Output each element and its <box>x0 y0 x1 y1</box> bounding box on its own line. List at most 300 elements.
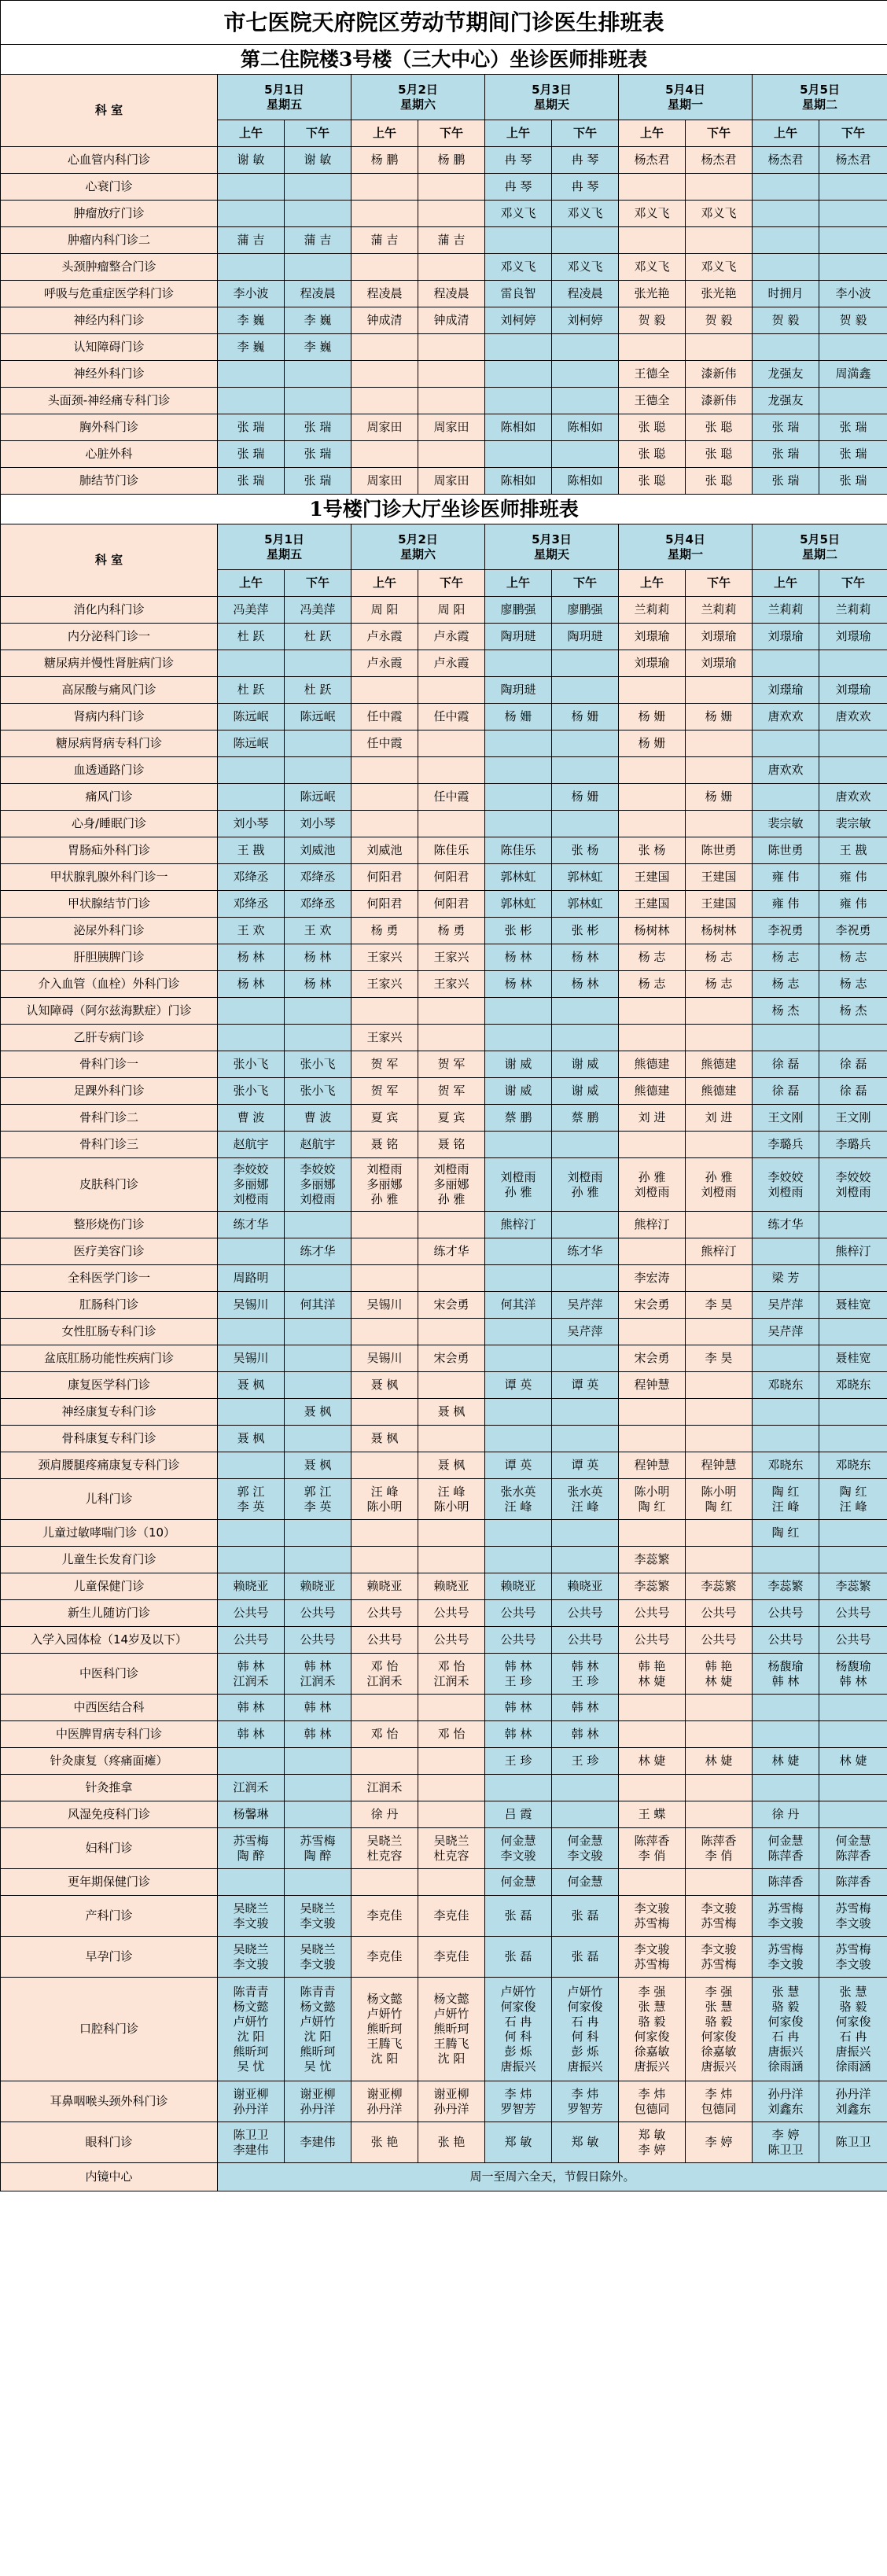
table-row <box>1 1801 887 1828</box>
schedule-cell: 李 巍 <box>218 334 285 361</box>
schedule-cell: 时拥月 <box>753 281 819 307</box>
schedule-cell: 张 瑞 <box>753 414 819 441</box>
schedule-cell <box>686 1372 753 1399</box>
schedule-cell <box>218 1399 285 1426</box>
schedule-cell: 邓晓东 <box>819 1372 887 1399</box>
schedule-cell <box>218 254 285 281</box>
doctor-name: 何家俊 <box>567 1999 603 2014</box>
doctor-name: 吴晓兰 <box>233 1941 269 1956</box>
schedule-cell: 练才华 <box>285 1238 351 1265</box>
schedule-cell <box>819 1479 887 1520</box>
schedule-cell <box>218 1520 285 1547</box>
schedule-cell: 赖晓亚 <box>218 1573 285 1600</box>
schedule-cell <box>819 730 887 757</box>
schedule-cell <box>218 2081 285 2122</box>
pm-header: 下午 <box>686 570 753 597</box>
schedule-cell <box>485 1426 552 1452</box>
doctor-name: 李姣姣 <box>233 1162 269 1176</box>
doctor-name: 罗智芳 <box>567 2101 603 2116</box>
schedule-cell <box>753 2081 819 2122</box>
doctor-name: 江润禾 <box>233 1673 269 1688</box>
schedule-cell: 刘璟瑜 <box>619 624 686 650</box>
doctor-name: 王 珍 <box>504 1673 532 1688</box>
table-row <box>1 704 887 730</box>
schedule-cell <box>552 1520 619 1547</box>
schedule-cell <box>485 388 552 414</box>
doctor-name: 郑 敏 <box>638 2127 666 2142</box>
doctor-name: 何金慧 <box>500 1833 536 1848</box>
doctor-name: 陶 红 <box>638 1499 666 1514</box>
schedule-cell: 唐欢欢 <box>753 704 819 730</box>
schedule-cell: 曹 波 <box>218 1105 285 1132</box>
schedule-cell: 杨 林 <box>552 944 619 971</box>
doctor-name: 唐振兴 <box>767 2044 804 2059</box>
schedule-cell: 张 瑞 <box>753 468 819 495</box>
schedule-cell <box>686 1212 753 1238</box>
doctor-name: 李 强 <box>638 1984 666 1999</box>
schedule-cell: 吴芹萍 <box>552 1292 619 1319</box>
dept-name: 中医脾胃病专科门诊 <box>1 1721 218 1748</box>
schedule-cell <box>485 757 552 784</box>
schedule-cell: 邓义飞 <box>552 254 619 281</box>
schedule-cell: 张 聪 <box>619 441 686 468</box>
schedule-cell: 邓晓东 <box>819 1452 887 1479</box>
schedule-cell: 周満鑫 <box>819 361 887 388</box>
doctor-name: 林 婕 <box>705 1673 733 1688</box>
schedule-cell: 张 瑞 <box>285 441 351 468</box>
schedule-cell: 聂 枫 <box>285 1399 351 1426</box>
doctor-name: 张 慧 <box>839 1984 867 1999</box>
doctor-name: 苏雪梅 <box>701 1956 737 1971</box>
schedule-cell <box>552 1654 619 1695</box>
doctor-name: 李 婷 <box>771 2127 800 2142</box>
day-date: 5月3日 <box>532 532 572 546</box>
schedule-cell <box>285 730 351 757</box>
schedule-cell <box>218 998 285 1025</box>
schedule-cell: 杨 志 <box>619 971 686 998</box>
schedule-cell <box>753 334 819 361</box>
schedule-cell: 刘璟瑜 <box>686 650 753 677</box>
schedule-cell: 徐 丹 <box>351 1801 418 1828</box>
doctor-name: 苏雪梅 <box>634 1956 670 1971</box>
schedule-cell <box>686 334 753 361</box>
schedule-cell: 李祝勇 <box>819 918 887 944</box>
schedule-cell: 邓义飞 <box>485 201 552 227</box>
table-row <box>1 1345 887 1372</box>
schedule-cell <box>485 811 552 837</box>
schedule-cell: 张光艳 <box>619 281 686 307</box>
schedule-cell: 李蕊繁 <box>619 1547 686 1573</box>
schedule-cell: 宋会勇 <box>619 1345 686 1372</box>
doctor-name: 苏雪梅 <box>634 1915 670 1930</box>
schedule-cell <box>418 1978 485 2081</box>
schedule-cell <box>819 1896 887 1937</box>
schedule-cell: 熊德建 <box>619 1078 686 1105</box>
day-header <box>619 75 753 120</box>
table-row <box>1 1319 887 1345</box>
schedule-cell <box>418 1869 485 1896</box>
schedule-cell <box>819 227 887 254</box>
table-row <box>1 811 887 837</box>
day-date: 5月5日 <box>800 532 840 546</box>
table-row <box>1 1978 887 2081</box>
schedule-cell: 何阳君 <box>351 891 418 918</box>
schedule-cell <box>285 757 351 784</box>
doctor-name: 徐雨涵 <box>835 2059 871 2074</box>
doctor-name: 刘橙雨 <box>567 1169 603 1184</box>
schedule-cell <box>218 174 285 201</box>
table-row <box>1 414 887 441</box>
schedule-cell <box>485 1265 552 1292</box>
schedule-cell: 李建伟 <box>285 2122 351 2163</box>
schedule-cell <box>552 2081 619 2122</box>
schedule-cell <box>619 174 686 201</box>
schedule-cell: 廖鹏强 <box>485 597 552 624</box>
doctor-name: 李文骏 <box>300 1956 336 1971</box>
dept-name: 肿瘤放疗门诊 <box>1 201 218 227</box>
day-weekday: 星期六 <box>399 546 436 561</box>
schedule-cell: 公共号 <box>351 1600 418 1627</box>
schedule-cell <box>218 1828 285 1869</box>
am-header: 上午 <box>351 570 418 597</box>
doctor-name: 王 珍 <box>571 1673 599 1688</box>
schedule-cell: 韩 林 <box>552 1721 619 1748</box>
doctor-name: 谢亚柳 <box>366 2086 403 2101</box>
schedule-cell <box>418 1775 485 1801</box>
schedule-cell <box>351 1265 418 1292</box>
schedule-cell: 熊梓汀 <box>619 1212 686 1238</box>
schedule-cell: 吴锡川 <box>218 1292 285 1319</box>
schedule-cell <box>418 388 485 414</box>
schedule-cell: 熊梓汀 <box>485 1212 552 1238</box>
schedule-cell: 张 彬 <box>552 918 619 944</box>
schedule-cell <box>819 1399 887 1426</box>
schedule-cell: 杨 林 <box>285 971 351 998</box>
schedule-cell: 邓义飞 <box>552 201 619 227</box>
schedule-cell: 练才华 <box>552 1238 619 1265</box>
schedule-cell: 程钟慧 <box>619 1452 686 1479</box>
schedule-cell: 蔡 鹏 <box>485 1105 552 1132</box>
schedule-cell: 熊梓汀 <box>686 1238 753 1265</box>
schedule-cell <box>485 1025 552 1051</box>
table-row <box>1 2081 887 2122</box>
schedule-cell: 陈远岷 <box>218 704 285 730</box>
doctor-name: 李姣姣 <box>767 1169 804 1184</box>
schedule-cell <box>819 1319 887 1345</box>
schedule-cell <box>285 1775 351 1801</box>
dept-name: 认知障碍（阿尔兹海默症）门诊 <box>1 998 218 1025</box>
schedule-cell <box>418 730 485 757</box>
schedule-cell <box>619 1978 686 2081</box>
day-header <box>351 524 485 570</box>
schedule-cell <box>418 201 485 227</box>
doctor-name: 杨文懿 <box>300 1999 336 2014</box>
dept-name: 针灸推拿 <box>1 1775 218 1801</box>
schedule-cell <box>218 1896 285 1937</box>
doctor-name: 刘橙雨 <box>300 1192 336 1206</box>
schedule-cell: 韩 林 <box>285 1695 351 1721</box>
schedule-cell: 杨杰君 <box>753 147 819 174</box>
doctor-name: 彭 烁 <box>504 2044 532 2059</box>
schedule-cell: 陈相如 <box>485 414 552 441</box>
doctor-name: 张 慧 <box>638 1999 666 2014</box>
doctor-name: 沈 阳 <box>237 2029 265 2044</box>
dept-name: 医疗美容门诊 <box>1 1238 218 1265</box>
schedule-cell: 兰莉莉 <box>619 597 686 624</box>
schedule-cell <box>686 677 753 704</box>
schedule-cell <box>418 1520 485 1547</box>
doctor-name: 陈小明 <box>366 1499 403 1514</box>
pm-header: 下午 <box>418 570 485 597</box>
schedule-cell: 张 聪 <box>619 468 686 495</box>
doctor-name: 李 英 <box>237 1499 265 1514</box>
day-weekday: 星期二 <box>802 97 838 112</box>
schedule-cell: 谢 威 <box>485 1078 552 1105</box>
schedule-cell: 任中霞 <box>418 784 485 811</box>
schedule-cell: 任中霞 <box>351 704 418 730</box>
schedule-cell: 韩 林 <box>285 1721 351 1748</box>
schedule-cell: 漆新伟 <box>686 388 753 414</box>
doctor-name: 郭 江 <box>237 1484 265 1499</box>
schedule-cell: 张 磊 <box>552 1896 619 1937</box>
dept-name: 肿瘤内科门诊二 <box>1 227 218 254</box>
am-header: 上午 <box>753 570 819 597</box>
schedule-cell <box>418 1319 485 1345</box>
schedule-cell <box>418 1748 485 1775</box>
schedule-cell <box>819 1775 887 1801</box>
schedule-cell <box>686 174 753 201</box>
schedule-cell: 邓绛丞 <box>285 864 351 891</box>
schedule-cell: 兰莉莉 <box>686 597 753 624</box>
table-row <box>1 1158 887 1212</box>
doctor-name: 陈青青 <box>233 1984 269 1999</box>
schedule-cell <box>686 1869 753 1896</box>
schedule-cell: 李祝勇 <box>753 918 819 944</box>
schedule-cell <box>218 1158 285 1212</box>
doctor-name: 李建伟 <box>233 2142 269 2157</box>
schedule-cell <box>552 1426 619 1452</box>
doctor-name: 苏雪梅 <box>701 1915 737 1930</box>
table-row <box>1 597 887 624</box>
dept-name: 头颈肿瘤整合门诊 <box>1 254 218 281</box>
dept-name: 高尿酸与痛风门诊 <box>1 677 218 704</box>
schedule-cell <box>418 1801 485 1828</box>
dept-name: 康复医学科门诊 <box>1 1372 218 1399</box>
schedule-cell <box>351 1695 418 1721</box>
am-header: 上午 <box>351 120 418 147</box>
doctor-name: 何金慧 <box>767 1833 804 1848</box>
schedule-note: 周一至周六全天，节假日除外。 <box>218 2163 887 2191</box>
schedule-cell: 李蕊繁 <box>686 1573 753 1600</box>
schedule-cell: 宋会勇 <box>418 1345 485 1372</box>
schedule-cell: 宋会勇 <box>619 1292 686 1319</box>
schedule-cell: 陈萍香 <box>753 1869 819 1896</box>
schedule-cell: 谢 敏 <box>218 147 285 174</box>
schedule-cell <box>218 388 285 414</box>
section-title: 第二住院楼3号楼（三大中心）坐诊医师排班表 <box>1 45 887 75</box>
schedule-cell: 何金慧 <box>485 1869 552 1896</box>
schedule-cell <box>418 361 485 388</box>
doctor-name: 汪 峰 <box>839 1499 867 1514</box>
dept-name: 儿童保健门诊 <box>1 1573 218 1600</box>
schedule-cell <box>418 1212 485 1238</box>
doctor-name: 孙 雅 <box>370 1192 399 1206</box>
schedule-cell <box>619 227 686 254</box>
doctor-name: 孙丹洋 <box>767 2086 804 2101</box>
schedule-cell: 程凌晨 <box>552 281 619 307</box>
schedule-cell: 谢 威 <box>485 1051 552 1078</box>
schedule-cell: 杨 志 <box>819 971 887 998</box>
table-row <box>1 1547 887 1573</box>
schedule-cell: 陈相如 <box>485 468 552 495</box>
dept-name: 胃肠疝外科门诊 <box>1 837 218 864</box>
schedule-cell: 王家兴 <box>351 971 418 998</box>
schedule-cell: 林 婕 <box>619 1748 686 1775</box>
schedule-cell <box>351 1158 418 1212</box>
schedule-cell: 杨 林 <box>485 944 552 971</box>
schedule-cell <box>686 1801 753 1828</box>
schedule-cell: 刘璟瑜 <box>819 624 887 650</box>
schedule-cell <box>753 1721 819 1748</box>
schedule-cell: 夏 宾 <box>351 1105 418 1132</box>
doctor-name: 杨馥瑜 <box>835 1658 871 1673</box>
schedule-cell: 何阳君 <box>351 864 418 891</box>
schedule-cell <box>753 174 819 201</box>
schedule-cell <box>619 1025 686 1051</box>
schedule-cell: 雍 伟 <box>753 864 819 891</box>
dept-name: 泌尿外科门诊 <box>1 918 218 944</box>
dept-name: 中西医结合科 <box>1 1695 218 1721</box>
schedule-cell: 漆新伟 <box>686 361 753 388</box>
schedule-cell: 王 珍 <box>485 1748 552 1775</box>
schedule-cell: 王 戡 <box>218 837 285 864</box>
schedule-cell <box>619 1828 686 1869</box>
schedule-cell: 刘小琴 <box>285 811 351 837</box>
schedule-cell <box>819 1025 887 1051</box>
table-row <box>1 1212 887 1238</box>
schedule-cell: 公共号 <box>418 1627 485 1654</box>
schedule-cell <box>351 361 418 388</box>
schedule-cell <box>285 650 351 677</box>
doctor-name: 刘鑫东 <box>767 2101 804 2116</box>
pm-header: 下午 <box>819 570 887 597</box>
schedule-cell: 张光艳 <box>686 281 753 307</box>
doctor-name: 刘橙雨 <box>500 1169 536 1184</box>
doctor-name: 陈卫卫 <box>767 2142 804 2157</box>
doctor-name: 张 慧 <box>705 1999 733 2014</box>
schedule-cell <box>218 201 285 227</box>
doctor-name: 熊昕珂 <box>366 2022 403 2036</box>
schedule-cell: 蒲 吉 <box>218 227 285 254</box>
schedule-cell: 郭林虹 <box>552 891 619 918</box>
doctor-name: 江润禾 <box>366 1673 403 1688</box>
schedule-cell <box>686 1937 753 1978</box>
doctor-name: 卢妍竹 <box>233 2014 269 2029</box>
schedule-cell: 徐 磊 <box>819 1078 887 1105</box>
schedule-cell <box>418 1372 485 1399</box>
table-row <box>1 998 887 1025</box>
doctor-name: 邓 怡 <box>370 1658 399 1673</box>
schedule-cell: 曹 波 <box>285 1105 351 1132</box>
table-row <box>1 1520 887 1547</box>
schedule-cell: 杨馨琳 <box>218 1801 285 1828</box>
doctor-name: 卢妍竹 <box>300 2014 336 2029</box>
schedule-cell <box>285 1520 351 1547</box>
doctor-name: 多丽娜 <box>300 1177 336 1191</box>
schedule-cell: 韩 林 <box>218 1695 285 1721</box>
schedule-cell: 李 巍 <box>218 307 285 334</box>
schedule-cell: 张小飞 <box>285 1051 351 1078</box>
schedule-cell <box>418 811 485 837</box>
table-row <box>1 891 887 918</box>
schedule-cell: 公共号 <box>552 1600 619 1627</box>
table-row <box>1 1452 887 1479</box>
doctor-name: 石 冉 <box>504 2014 532 2029</box>
schedule-cell <box>418 1025 485 1051</box>
doctor-name: 李 炜 <box>705 2086 733 2101</box>
dept-name: 骨科康复专科门诊 <box>1 1426 218 1452</box>
schedule-cell: 林 婕 <box>753 1748 819 1775</box>
schedule-cell: 吴芹萍 <box>753 1292 819 1319</box>
schedule-cell: 公共号 <box>485 1600 552 1627</box>
doctor-name: 多丽娜 <box>433 1177 469 1191</box>
doctor-name: 李文骏 <box>767 1915 804 1930</box>
schedule-cell: 韩 林 <box>218 1721 285 1748</box>
doctor-name: 汪 峰 <box>771 1499 800 1514</box>
schedule-cell: 周 阳 <box>351 597 418 624</box>
doctor-name: 孙 雅 <box>638 1169 666 1184</box>
dept-name: 内分泌科门诊一 <box>1 624 218 650</box>
schedule-cell: 陶 红 <box>753 1520 819 1547</box>
day-date: 5月2日 <box>398 82 438 97</box>
schedule-cell: 王家兴 <box>351 1025 418 1051</box>
schedule-cell <box>285 254 351 281</box>
schedule-cell <box>819 2081 887 2122</box>
schedule-cell: 杨树林 <box>619 918 686 944</box>
schedule-cell: 贺 毅 <box>619 307 686 334</box>
am-header: 上午 <box>218 120 285 147</box>
schedule-cell: 贺 军 <box>351 1078 418 1105</box>
doctor-name: 江润禾 <box>433 1673 469 1688</box>
schedule-cell <box>218 1025 285 1051</box>
dept-name: 心脏外科 <box>1 441 218 468</box>
doctor-name: 何家俊 <box>500 1999 536 2014</box>
table-row <box>1 757 887 784</box>
schedule-cell: 聂 枫 <box>218 1426 285 1452</box>
schedule-cell <box>619 1869 686 1896</box>
schedule-cell <box>819 1978 887 2081</box>
schedule-cell: 兰莉莉 <box>819 597 887 624</box>
table-row <box>1 1627 887 1654</box>
schedule-cell: 韩 林 <box>485 1721 552 1748</box>
schedule-cell: 李克佳 <box>418 1896 485 1937</box>
schedule-cell: 杨 杰 <box>819 998 887 1025</box>
schedule-cell <box>218 361 285 388</box>
day-date: 5月2日 <box>398 532 438 546</box>
schedule-cell <box>819 1212 887 1238</box>
schedule-cell: 杨 志 <box>819 944 887 971</box>
doctor-name: 韩 林 <box>237 1658 265 1673</box>
schedule-cell: 杨 姗 <box>686 704 753 730</box>
table-row <box>1 307 887 334</box>
table-row <box>1 201 887 227</box>
am-header: 上午 <box>485 120 552 147</box>
schedule-cell: 公共号 <box>552 1627 619 1654</box>
table-row <box>1 1426 887 1452</box>
schedule-cell: 李小波 <box>218 281 285 307</box>
schedule-cell <box>418 1695 485 1721</box>
schedule-cell <box>285 1158 351 1212</box>
